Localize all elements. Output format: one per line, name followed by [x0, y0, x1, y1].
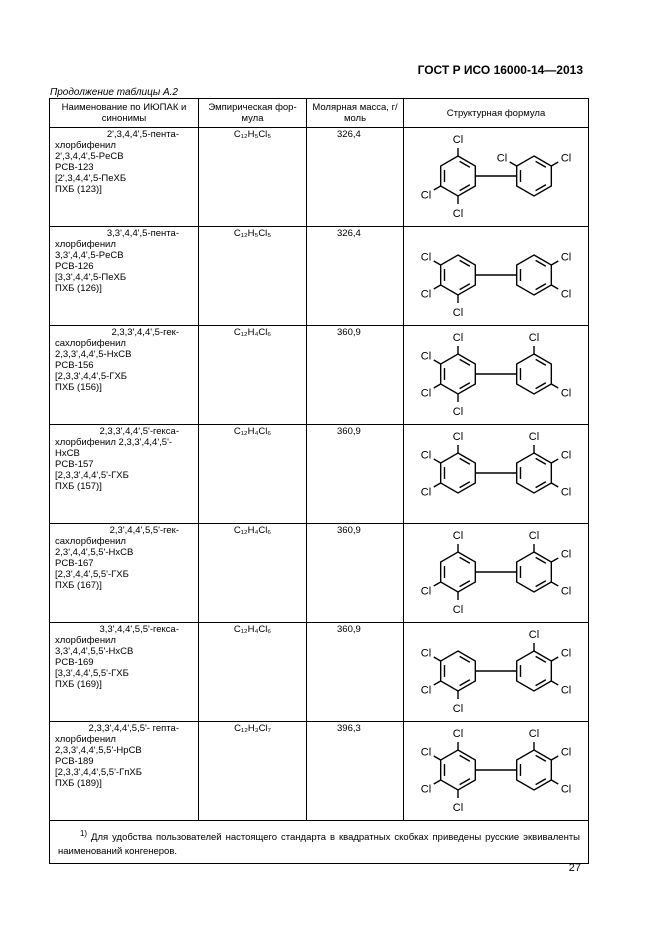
substituent-bond — [434, 285, 441, 289]
congener-name-line: 2,3,3',4,4',5,5'- гепта- — [88, 723, 179, 734]
empirical-formula-cell: C₁₂H₅Cl₅ — [199, 128, 307, 227]
chlorine-label: Cl — [560, 783, 572, 795]
substituent-bond — [434, 186, 441, 190]
substituent-bond — [434, 582, 441, 586]
col-header-mass: Молярная масса, г/моль — [307, 99, 404, 128]
congener-name-cell — [50, 722, 199, 821]
empirical-formula-cell: C₁₂H₄Cl₆ — [199, 326, 307, 425]
congener-name-line: [2,3',4,4',5,5'-ГХБ — [55, 569, 129, 580]
chlorine-label: Cl — [452, 603, 464, 616]
chlorine-label: Cl — [560, 647, 572, 659]
chlorine-label: Cl — [420, 387, 432, 399]
chlorine-label: Cl — [560, 684, 572, 696]
structural-formula-cell — [404, 722, 589, 821]
benzene-ring — [441, 453, 476, 493]
col-header-name: Наименование по ИЮПАК и синонимы — [50, 99, 199, 128]
benzene-ring — [517, 156, 552, 196]
substituent-bond — [551, 756, 558, 760]
page-number: 27 — [568, 862, 581, 874]
congener-name-line: 2',3,4,4',5-пента- — [106, 129, 179, 140]
congener-name-line: 2,3,3',4,4',5-HxCB — [55, 349, 132, 360]
chlorine-label: Cl — [420, 746, 432, 758]
substituent-bond — [434, 657, 441, 661]
table-row — [50, 524, 589, 623]
chlorine-label: Cl — [452, 331, 464, 344]
biphenyl-structure — [406, 724, 586, 816]
chlorine-label: Cl — [528, 430, 540, 443]
congener-name-line: хлорбифенил — [55, 239, 116, 250]
structural-formula-cell — [404, 425, 589, 524]
chlorine-label: Cl — [560, 746, 572, 758]
congener-name-line: 3,3',4,4',5,5'-гекса- — [99, 624, 179, 635]
chlorine-label: Cl — [420, 449, 432, 461]
empirical-formula-cell: C₁₂H₄Cl₆ — [199, 425, 307, 524]
congener-name-line: хлорбифенил — [55, 635, 116, 646]
benzene-ring — [441, 552, 476, 592]
chlorine-label: Cl — [528, 628, 540, 641]
table-header-row — [50, 99, 589, 128]
footnote-row — [50, 821, 589, 864]
molar-mass-cell: 360,9 — [307, 326, 404, 425]
footnote-text: Для удобства пользователей настоящего стандарта в квадратных скобках приведены русские эквиваленты наименований конгенеров. — [58, 832, 581, 858]
substituent-bond — [551, 780, 558, 784]
table-caption: Продолжение таблицы А.2 — [50, 87, 178, 98]
congener-name-line: 2,3',4,4',5,5'-HxCB — [55, 547, 134, 558]
chlorine-label: Cl — [560, 288, 572, 300]
chlorine-label: Cl — [452, 801, 464, 814]
congener-name-line: 2,3,3',4,4',5'-гекса- — [99, 426, 179, 437]
congener-name-line: PCB-126 — [55, 261, 94, 272]
structural-formula-cell — [404, 326, 589, 425]
chlorine-label: Cl — [420, 251, 432, 263]
congener-name-line: ПХБ (167)] — [55, 580, 102, 591]
substituent-bond — [434, 756, 441, 760]
empirical-formula-cell: C₁₂H₄Cl₆ — [199, 623, 307, 722]
benzene-ring — [517, 255, 552, 295]
chlorine-label: Cl — [420, 684, 432, 696]
congener-name-line: [2',3,4,4',5-ПеХБ — [55, 173, 127, 184]
biphenyl-structure — [406, 427, 586, 519]
chlorine-label: Cl — [452, 529, 464, 542]
congener-name-line: PCB-123 — [55, 162, 94, 173]
chlorine-label: Cl — [560, 585, 572, 597]
substituent-bond — [434, 459, 441, 463]
biphenyl-structure — [406, 328, 586, 420]
chlorine-label: Cl — [452, 133, 464, 146]
congener-name-line: [2,3,3',4,4',5'-ГХБ — [55, 470, 129, 481]
substituent-bond — [551, 384, 558, 388]
footnote — [50, 821, 589, 864]
congener-name-line: 3,3',4,4',5-PeCB — [55, 250, 124, 261]
chlorine-label: Cl — [420, 350, 432, 362]
table-row — [50, 128, 589, 227]
substituent-bond — [551, 681, 558, 685]
substituent-bond — [551, 483, 558, 487]
structural-formula-cell — [404, 623, 589, 722]
congener-name-line: PCB-189 — [55, 756, 94, 767]
substituent-bond — [434, 360, 441, 364]
substituent-bond — [434, 261, 441, 265]
chlorine-label: Cl — [560, 548, 572, 560]
structural-formula-cell — [404, 524, 589, 623]
benzene-ring — [517, 750, 552, 790]
chlorine-label: Cl — [452, 430, 464, 443]
substituent-bond — [551, 162, 558, 166]
chlorine-label: Cl — [528, 727, 540, 740]
table-row — [50, 722, 589, 821]
congener-name-line: [2,3,3',4,4',5-ГХБ — [55, 371, 128, 382]
congener-name-line: 2,3',4,4',5,5'-гек- — [109, 525, 179, 536]
chlorine-label: Cl — [560, 152, 572, 164]
congener-name-line: 3,3',4,4',5,5'-HxCB — [55, 646, 134, 657]
empirical-formula-cell: C₁₂H₃Cl₇ — [199, 722, 307, 821]
molar-mass-cell: 360,9 — [307, 524, 404, 623]
chlorine-label: Cl — [452, 306, 464, 319]
table-row — [50, 623, 589, 722]
table-row — [50, 326, 589, 425]
benzene-ring — [441, 255, 476, 295]
congener-name-line: PCB-169 — [55, 657, 94, 668]
empirical-formula-cell: C₁₂H₅Cl₅ — [199, 227, 307, 326]
molar-mass-cell: 326,4 — [307, 227, 404, 326]
congener-name-line: 2,3,3',4,4',5,5'-HpCB — [55, 745, 142, 756]
molar-mass-cell: 396,3 — [307, 722, 404, 821]
chlorine-label: Cl — [560, 387, 572, 399]
chlorine-label: Cl — [420, 783, 432, 795]
chlorine-label: Cl — [420, 189, 432, 201]
chlorine-label: Cl — [560, 486, 572, 498]
table-row — [50, 425, 589, 524]
biphenyl-structure — [406, 526, 586, 618]
congener-name-line: ПХБ (189)] — [55, 778, 102, 789]
congener-table — [49, 98, 589, 864]
chlorine-label: Cl — [560, 251, 572, 263]
chlorine-label: Cl — [452, 207, 464, 220]
congener-name-line: 3,3',4,4',5-пента- — [106, 228, 179, 239]
benzene-ring — [517, 354, 552, 394]
chlorine-label: Cl — [560, 449, 572, 461]
congener-name-line: ПХБ (126)] — [55, 283, 102, 294]
congener-name-cell — [50, 128, 199, 227]
congener-name-line: PCB-157 — [55, 459, 94, 470]
chlorine-label: Cl — [420, 486, 432, 498]
chlorine-label: Cl — [452, 702, 464, 715]
congener-name-line: ПХБ (123)] — [55, 184, 102, 195]
empirical-formula-cell: C₁₂H₄Cl₆ — [199, 524, 307, 623]
chlorine-label: Cl — [452, 405, 464, 418]
molar-mass-cell: 360,9 — [307, 623, 404, 722]
benzene-ring — [441, 651, 476, 691]
congener-name-line: хлорбифенил — [55, 734, 116, 745]
benzene-ring — [441, 750, 476, 790]
substituent-bond — [551, 459, 558, 463]
congener-name-cell — [50, 227, 199, 326]
col-header-formula: Эмпирическая фор-мула — [199, 99, 307, 128]
substituent-bond — [434, 384, 441, 388]
biphenyl-structure — [406, 625, 586, 717]
chlorine-label: Cl — [452, 727, 464, 740]
congener-name-line: сахлорбифенил — [55, 338, 126, 349]
congener-name-line: PCB-167 — [55, 558, 94, 569]
biphenyl-structure — [406, 229, 586, 321]
congener-name-line: PCB-156 — [55, 360, 94, 371]
congener-name-line: [3,3',4,4',5,5'-ГХБ — [55, 668, 129, 679]
benzene-ring — [441, 354, 476, 394]
biphenyl-structure — [406, 130, 586, 222]
chlorine-label: Cl — [420, 585, 432, 597]
chlorine-label: Cl — [528, 331, 540, 344]
congener-name-line: 2',3,4,4',5-PeCB — [55, 151, 124, 162]
congener-name-line: сахлорбифенил — [55, 536, 126, 547]
benzene-ring — [517, 552, 552, 592]
congener-name-line: ПХБ (157)] — [55, 481, 102, 492]
structural-formula-cell — [404, 227, 589, 326]
benzene-ring — [517, 453, 552, 493]
chlorine-label: Cl — [528, 529, 540, 542]
congener-name-cell — [50, 623, 199, 722]
congener-name-cell — [50, 425, 199, 524]
chlorine-label: Cl — [496, 152, 508, 164]
substituent-bond — [551, 558, 558, 562]
substituent-bond — [434, 681, 441, 685]
substituent-bond — [434, 780, 441, 784]
structural-formula-cell — [404, 128, 589, 227]
congener-name-line: ПХБ (169)] — [55, 679, 102, 690]
substituent-bond — [551, 285, 558, 289]
congener-name-line: [3,3',4,4',5-ПеХБ — [55, 272, 127, 283]
benzene-ring — [441, 156, 476, 196]
table-row — [50, 227, 589, 326]
substituent-bond — [510, 162, 517, 166]
congener-name-cell — [50, 524, 199, 623]
congener-name-line: [2,3,3',4,4',5,5'-ГпХБ — [55, 767, 142, 778]
congener-name-line: хлорбифенил 2,3,3',4,4',5'- — [55, 437, 173, 448]
benzene-ring — [517, 651, 552, 691]
congener-name-line: ПХБ (156)] — [55, 382, 102, 393]
congener-name-line: хлорбифенил — [55, 140, 116, 151]
footnote-marker: 1) — [80, 829, 88, 838]
standard-id: ГОСТ Р ИСО 16000-14—2013 — [417, 63, 583, 77]
chlorine-label: Cl — [420, 288, 432, 300]
congener-name-cell — [50, 326, 199, 425]
molar-mass-cell: 326,4 — [307, 128, 404, 227]
substituent-bond — [434, 483, 441, 487]
congener-name-line: 2,3,3',4,4',5-гек- — [111, 327, 179, 338]
chlorine-label: Cl — [420, 647, 432, 659]
col-header-structure: Структурная формула — [404, 99, 589, 128]
molar-mass-cell: 360,9 — [307, 425, 404, 524]
substituent-bond — [551, 261, 558, 265]
congener-name-line: HxCB — [55, 448, 80, 459]
substituent-bond — [551, 657, 558, 661]
substituent-bond — [551, 582, 558, 586]
